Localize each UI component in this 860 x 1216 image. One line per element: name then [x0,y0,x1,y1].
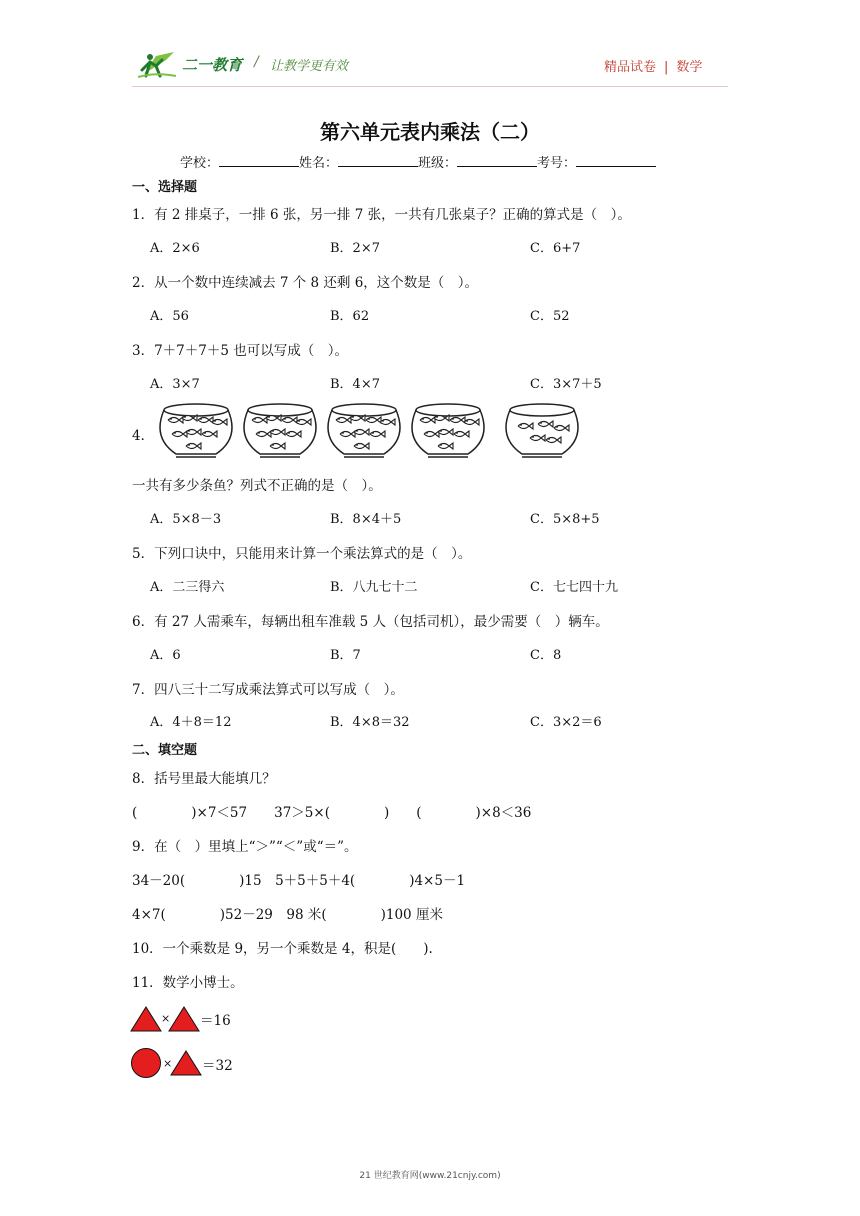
fish-icon [186,443,201,449]
q4-option-c[interactable]: C．5×8+5 [530,512,600,527]
fish-bowl [244,404,316,457]
fish-icon [354,443,369,449]
logo-slash: / [254,54,259,70]
fish-icon [370,431,385,437]
q1-option-a[interactable]: A．2×6 [150,241,200,256]
fish-icon [438,443,453,449]
logo-slogan: 让教学更有效 [270,59,349,74]
question-3: 3．7＋7＋7＋5 也可以写成（ ）。 [132,343,348,359]
fish-icon [420,417,435,423]
fish-eye [382,420,384,422]
red-circle-icon [130,1047,162,1079]
fish-eye [372,432,374,434]
question-8-blanks[interactable]: ( )×7＜57 37＞5×( ) ( )×8＜36 [132,805,532,821]
fish-icon [286,431,301,437]
header-tag-subject: 数学 [676,60,703,75]
q7-option-b[interactable]: B．4×8＝32 [330,715,410,730]
q4-option-a[interactable]: A．5×8－3 [150,512,222,527]
school-blank[interactable] [219,154,299,167]
footer-text: 21 世纪教育网(www.21cnjy.com) [359,1171,501,1181]
fish-icon [366,417,381,423]
q3-option-c[interactable]: C．3×7＋5 [530,377,602,392]
q7-option-a[interactable]: A．4＋8＝12 [150,715,232,730]
q1-option-c[interactable]: C．6+7 [530,241,581,256]
fish-eye [268,416,270,418]
fish-eye [548,438,550,440]
fish-icon [354,429,369,435]
fish-eye [466,420,468,422]
fish-eye [214,420,216,422]
fish-icon [252,417,267,423]
exam-no-blank[interactable] [576,154,656,167]
fish-eye [254,418,256,420]
fish-eye [440,430,442,432]
fish-eye [174,432,176,434]
question-5: 5．下列口诀中，只能用来计算一个乘法算式的是（ ）。 [132,546,472,562]
fish-eye [426,432,428,434]
runner-logo-icon [136,48,180,80]
fish-eye [556,426,558,428]
fish-eye [422,418,424,420]
section-heading-choice: 一、选择题 [132,180,198,195]
name-blank[interactable] [338,154,418,167]
fish-eye [272,430,274,432]
fish-eye [258,432,260,434]
q3-option-a[interactable]: A．3×7 [150,377,200,392]
fish-icon [168,417,183,423]
eq2-times-sign: × [163,1057,173,1070]
fish-bowl [160,404,232,457]
q2-option-a[interactable]: A．56 [150,309,189,324]
q6-option-a[interactable]: A．6 [150,648,181,663]
fish-bowls-figure [156,398,596,462]
fish-bowl [328,404,400,457]
fish-eye [436,416,438,418]
fish-icon [296,419,311,425]
fish-eye [540,422,542,424]
brand-logo [136,48,376,80]
header-tags [604,56,702,75]
fish-icon [186,429,201,435]
q2-option-b[interactable]: B．62 [330,309,370,324]
red-triangle-icon [130,1006,162,1032]
red-triangle-icon [168,1006,200,1032]
fish-eye [342,432,344,434]
question-9: 9．在（ ）里填上“＞”“＜”或“＝”。 [132,839,358,855]
fish-icon [340,431,355,437]
fish-eye [532,436,534,438]
fish-eye [288,432,290,434]
fish-icon [464,419,479,425]
fish-eye [356,444,358,446]
exam-no-label: 考号： [537,156,577,171]
question-4-number: 4． [132,428,155,444]
fish-icon [450,417,465,423]
question-7: 7．四八三十二写成乘法算式可以写成（ ）。 [132,682,404,698]
fish-icon [380,419,395,425]
fish-icon [282,417,297,423]
q5-option-a[interactable]: A．二三得六 [150,580,225,595]
question-9-blanks-row1[interactable]: 34－20( )15 5＋5＋5＋4( )4×5－1 [132,873,466,889]
fish-icon [336,417,351,423]
fish-eye [184,416,186,418]
header-tag-premium: 精品试卷 [604,60,657,75]
question-6: 6．有 27 人需乘车，每辆出租车准载 5 人（包括司机），最少需要（ ）辆车。 [132,614,609,630]
eq1-result: ＝16 [200,1013,231,1029]
header-separator: | [664,60,669,75]
q6-option-b[interactable]: B．7 [330,648,361,663]
q7-option-c[interactable]: C．3×2＝6 [530,715,602,730]
question-1: 1．有 2 排桌子，一排 6 张，另一排 7 张，一共有几张桌子？正确的算式是（ ）。 [132,207,631,223]
q6-option-c[interactable]: C．8 [530,648,562,663]
fish-eye [170,418,172,420]
fish-eye [188,430,190,432]
question-8: 8．括号里最大能填几？ [132,771,276,787]
fish-icon [538,421,553,427]
fish-icon [438,429,453,435]
fish-icon [198,417,213,423]
fish-eye [356,430,358,432]
question-9-blanks-row2[interactable]: 4×7( )52－29 98 米( )100 厘米 [132,907,443,923]
class-label: 班级： [418,156,458,171]
student-info-line [180,152,656,171]
eq2-result: ＝32 [202,1058,233,1074]
q5-option-b[interactable]: B．八九七十二 [330,580,418,595]
question-11: 11．数学小博士。 [132,975,244,991]
eq1-times-sign: × [161,1012,171,1025]
q4-option-b[interactable]: B．8×4＋5 [330,512,402,527]
section-heading-fill: 二、填空题 [132,743,198,758]
fish-eye [338,418,340,420]
page-title: 第六单元表内乘法（二） [320,120,540,144]
fish-icon [256,431,271,437]
fish-bowl [506,404,578,457]
question-10[interactable]: 10．一个乘数是 9，另一个乘数是 4，积是( ). [132,941,433,957]
header-divider [132,86,728,87]
school-label: 学校： [180,156,220,171]
fish-eye [352,416,354,418]
fish-eye [452,418,454,420]
fish-icon [202,431,217,437]
fish-icon [424,431,439,437]
fish-icon [518,423,533,429]
fish-icon [454,431,469,437]
fish-eye [188,444,190,446]
question-4: 一共有多少条鱼？列式不正确的是（ ）。 [132,478,382,494]
fish-icon [270,429,285,435]
fish-icon [530,435,545,441]
name-label: 姓名： [299,156,339,171]
fish-icon [172,431,187,437]
fish-bowl [412,404,484,457]
fish-eye [456,432,458,434]
q2-option-c[interactable]: C．52 [530,309,570,324]
fish-eye [520,424,522,426]
fish-eye [200,418,202,420]
fish-eye [204,432,206,434]
fish-eye [440,444,442,446]
class-blank[interactable] [457,154,537,167]
fish-icon [554,425,569,431]
fish-icon [212,419,227,425]
fish-icon [270,443,285,449]
q3-option-b[interactable]: B．4×7 [330,377,380,392]
q5-option-c[interactable]: C．七七四十九 [530,580,618,595]
fish-eye [368,418,370,420]
red-triangle-icon [170,1050,202,1076]
fish-eye [284,418,286,420]
fish-eye [272,444,274,446]
logo-name: 二一教育 [182,56,243,74]
fish-eye [298,420,300,422]
q1-option-b[interactable]: B．2×7 [330,241,380,256]
fish-icon [546,437,561,443]
question-2: 2．从一个数中连续减去 7 个 8 还剩 6，这个数是（ ）。 [132,275,479,291]
